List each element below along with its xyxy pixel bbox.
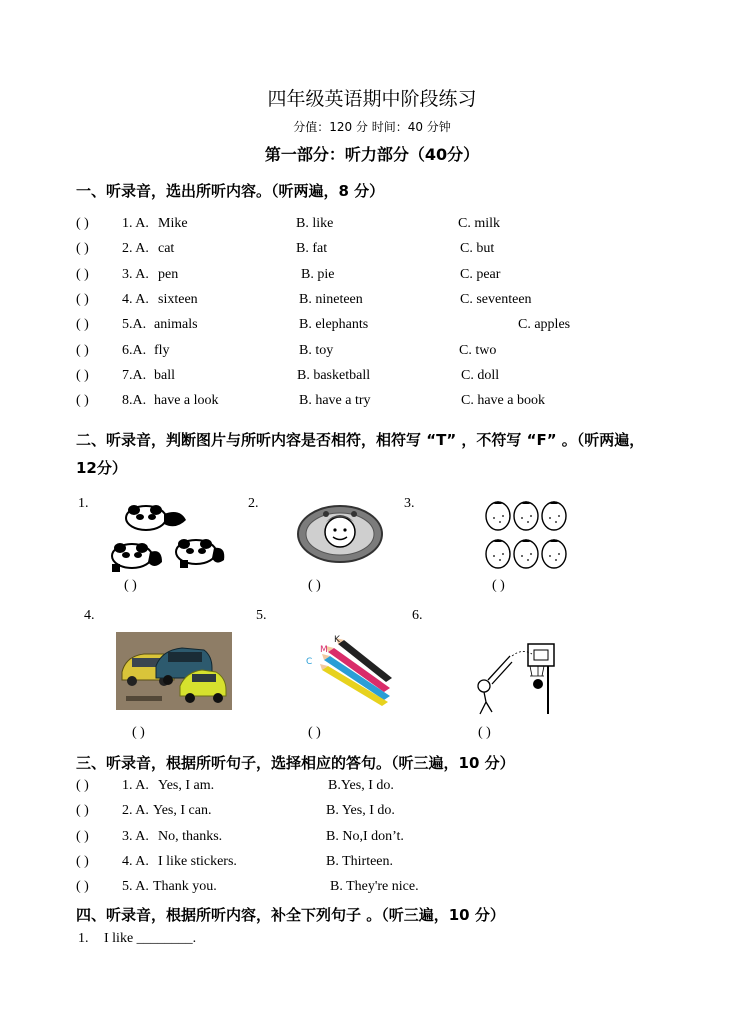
cake-image bbox=[296, 500, 384, 566]
option-b: B. nineteen bbox=[299, 292, 363, 307]
section4-heading: 四、听录音，根据所听内容，补全下列句子 。（听三遍，10 分） bbox=[76, 906, 505, 924]
option-c: C. doll bbox=[461, 368, 500, 383]
picture-answer-1[interactable]: ( ) bbox=[124, 578, 137, 593]
picture-answer-3[interactable]: ( ) bbox=[492, 578, 505, 593]
panda-icon bbox=[176, 539, 224, 568]
answer-blank[interactable]: ( ) bbox=[76, 216, 89, 231]
option-a: Yes, I am. bbox=[158, 778, 215, 793]
option-a: Mike bbox=[158, 216, 188, 231]
answer-blank[interactable]: ( ) bbox=[76, 267, 89, 282]
answer-blank[interactable]: ( ) bbox=[76, 292, 89, 307]
option-b: B.Yes, I do. bbox=[328, 778, 394, 793]
section3-item-2: ( ) 2. A. Yes, I can. B. Yes, I do. bbox=[76, 803, 395, 818]
answer-blank[interactable]: ( ) bbox=[76, 368, 89, 383]
picture-answer-4[interactable]: ( ) bbox=[132, 725, 145, 740]
option-b: B. like bbox=[296, 216, 334, 231]
fill-in-sentence[interactable]: I like ________. bbox=[104, 931, 197, 946]
basketball-player-image bbox=[472, 640, 558, 716]
answer-blank[interactable]: ( ) bbox=[76, 393, 89, 408]
option-a: Thank you. bbox=[153, 879, 217, 894]
section4-item-1: 1. I like ________. bbox=[78, 931, 197, 946]
picture-number-4: 4. bbox=[84, 608, 95, 623]
section1-item-7: ( ) 7.A. ball B. basketball C. doll bbox=[76, 368, 500, 383]
option-a: ball bbox=[154, 368, 175, 383]
option-b: B. Yes, I do. bbox=[326, 803, 395, 818]
score-time-info: 分值：120 分 时间：40 分钟 bbox=[293, 120, 451, 134]
svg-text:C: C bbox=[306, 657, 313, 667]
section1-item-5: ( ) 5.A. animals B. elephants C. apples bbox=[76, 317, 571, 332]
answer-blank[interactable]: ( ) bbox=[76, 317, 89, 332]
section3-item-4: ( ) 4. A. I like stickers. B. Thirteen. bbox=[76, 854, 394, 869]
option-b: B. basketball bbox=[297, 368, 371, 383]
section3-item-5: ( ) 5. A. Thank you. B. They're nice. bbox=[76, 879, 419, 894]
option-c: C. pear bbox=[460, 267, 501, 282]
toy-cars-image bbox=[116, 632, 232, 710]
option-b: B. No,I don’t. bbox=[326, 829, 404, 844]
option-b: B. They're nice. bbox=[330, 879, 419, 894]
page-title: 四年级英语期中阶段练习 bbox=[267, 89, 477, 110]
option-a: Yes, I can. bbox=[153, 803, 212, 818]
option-a: have a look bbox=[154, 393, 219, 408]
pandas-image bbox=[106, 500, 228, 576]
option-b: B. toy bbox=[299, 343, 334, 358]
option-c: C. but bbox=[460, 241, 495, 256]
section3-item-1: ( ) 1. A. Yes, I am. B.Yes, I do. bbox=[76, 778, 394, 793]
colored-pencils-image bbox=[304, 630, 394, 706]
option-a: No, thanks. bbox=[158, 829, 223, 844]
panda-icon bbox=[112, 543, 162, 572]
option-b: B. fat bbox=[296, 241, 328, 256]
section1-item-6: ( ) 6.A. fly B. toy C. two bbox=[76, 343, 497, 358]
section2-heading: 二、听录音，判断图片与所听内容是否相符，相符写 “T” ，不符写 “F” 。（听两遍， bbox=[76, 431, 645, 449]
section1-heading: 一、听录音，选出所听内容。（听两遍，8 分） bbox=[76, 182, 385, 200]
option-a: sixteen bbox=[158, 292, 198, 307]
picture-answer-2[interactable]: ( ) bbox=[308, 578, 321, 593]
option-a: cat bbox=[158, 241, 175, 256]
option-c: C. seventeen bbox=[460, 292, 532, 307]
section1-item-4: ( ) 4. A. sixteen B. nineteen C. seventeen bbox=[76, 292, 532, 307]
panda-icon bbox=[126, 505, 186, 530]
svg-text:K: K bbox=[334, 635, 340, 645]
part-one-heading: 第一部分：听力部分（40分） bbox=[264, 145, 480, 164]
answer-blank[interactable]: ( ) bbox=[76, 778, 89, 793]
section2-heading-cont: 12分） bbox=[76, 459, 127, 477]
option-a: I like stickers. bbox=[158, 854, 237, 869]
picture-answer-6[interactable]: ( ) bbox=[478, 725, 491, 740]
option-a: fly bbox=[154, 343, 170, 358]
option-c: C. two bbox=[459, 343, 497, 358]
svg-text:M: M bbox=[320, 645, 328, 655]
section1-item-8: ( ) 8.A. have a look B. have a try C. have a book bbox=[76, 393, 545, 408]
option-c: C. milk bbox=[458, 216, 501, 231]
answer-blank[interactable]: ( ) bbox=[76, 241, 89, 256]
option-b: B. elephants bbox=[299, 317, 369, 332]
picture-number-3: 3. bbox=[404, 496, 415, 511]
option-b: B. have a try bbox=[299, 393, 371, 408]
picture-number-2: 2. bbox=[248, 496, 259, 511]
picture-number-6: 6. bbox=[412, 608, 423, 623]
answer-blank[interactable]: ( ) bbox=[76, 803, 89, 818]
picture-number-5: 5. bbox=[256, 608, 267, 623]
option-c: C. have a book bbox=[461, 393, 545, 408]
picture-number-1: 1. bbox=[78, 496, 89, 511]
option-b: B. pie bbox=[301, 267, 335, 282]
option-a: pen bbox=[158, 267, 179, 282]
picture-answer-5[interactable]: ( ) bbox=[308, 725, 321, 740]
option-b: B. Thirteen. bbox=[326, 854, 394, 869]
oranges-image bbox=[484, 498, 570, 572]
section1-item-1: ( ) 1. A. Mike B. like C. milk bbox=[76, 216, 501, 231]
answer-blank[interactable]: ( ) bbox=[76, 343, 89, 358]
answer-blank[interactable]: ( ) bbox=[76, 854, 89, 869]
section3-heading: 三、听录音，根据所听句子，选择相应的答句。（听三遍，10 分） bbox=[76, 754, 515, 772]
section1-item-3: ( ) 3. A. pen B. pie C. pear bbox=[76, 267, 501, 282]
section1-item-2: ( ) 2. A. cat B. fat C. but bbox=[76, 241, 495, 256]
answer-blank[interactable]: ( ) bbox=[76, 879, 89, 894]
option-a: animals bbox=[154, 317, 198, 332]
answer-blank[interactable]: ( ) bbox=[76, 829, 89, 844]
section3-item-3: ( ) 3. A. No, thanks. B. No,I don’t. bbox=[76, 829, 404, 844]
option-c: C. apples bbox=[518, 317, 571, 332]
